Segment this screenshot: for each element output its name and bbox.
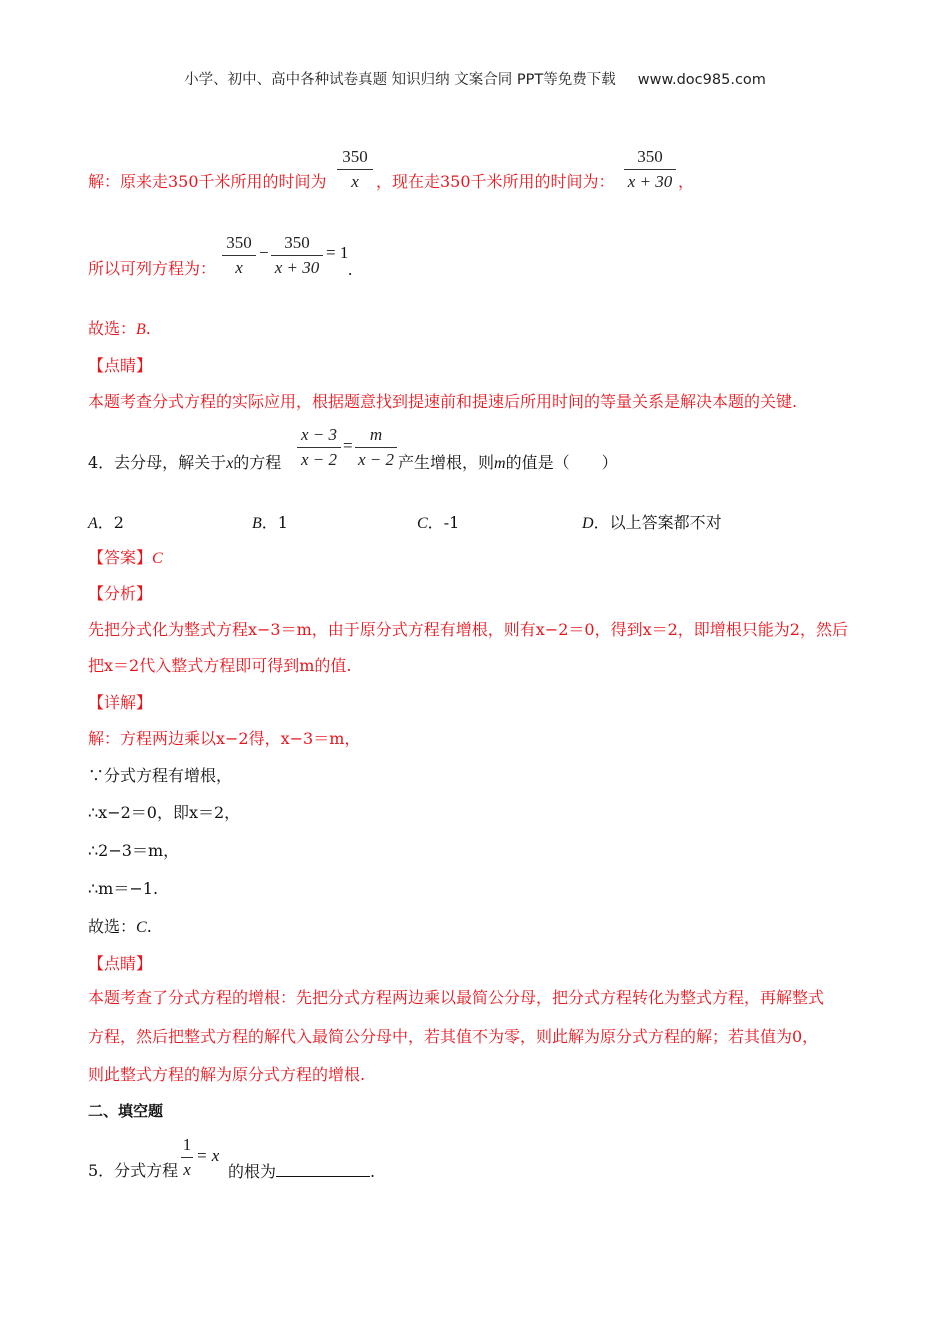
option-text: 以上答案都不对 [609, 513, 722, 532]
option-letter: B [252, 515, 262, 532]
analysis-line-1: 先把分式化为整式方程x−3＝m，由于原分式方程有增根，则有x−2＝0，得到x＝2，即增根只能为2，然后 [88, 620, 848, 639]
answer-label: 【答案】 [88, 548, 153, 567]
fraction-denominator: x − 2 [300, 450, 338, 469]
fraction-denominator: x − 2 [357, 450, 395, 469]
final-letter: C [136, 919, 147, 936]
q5-suffix: 的根为 [228, 1162, 277, 1181]
solution-text-b: ，现在走350千米所用的时间为： [376, 172, 615, 191]
fraction-denominator: x + 30 [627, 172, 673, 191]
fraction-bar [181, 1157, 193, 1158]
q5-rhs: = x [196, 1146, 220, 1165]
fraction-bar [271, 255, 323, 256]
detail-line-3: ∴x−2＝0，即x＝2， [88, 803, 241, 822]
option-letter: A [88, 515, 98, 532]
equation-period: . [348, 260, 353, 279]
dianjing-text-q3: 本题考查分式方程的实际应用，根据题意找到提速前和提速后所用时间的等量关系是解决本题的关键. [88, 392, 798, 411]
q4-var-x: x [226, 455, 234, 472]
detail-line-2: ∵分式方程有增根， [88, 766, 233, 785]
option-b: B．1 [252, 513, 288, 532]
solution-line-1-end: ， [678, 172, 695, 191]
fraction-bar [355, 447, 397, 448]
q5-fraction [181, 1134, 193, 1181]
fraction-denominator: x [351, 172, 359, 191]
dianjing-line-3: 则此整式方程的解为原分式方程的增根. [88, 1065, 366, 1084]
analysis-line-2: 把x＝2代入整式方程即可得到m的值. [88, 656, 352, 675]
fraction-denominator: x + 30 [274, 258, 320, 277]
equation-fraction-2 [271, 232, 323, 279]
question-4-prefix [88, 452, 281, 475]
q5-end: . [370, 1162, 376, 1181]
option-a: A．2 [88, 513, 124, 532]
fraction-bar [624, 169, 676, 170]
option-letter: D [582, 515, 594, 532]
q4-suffix-b: 的值是（ ） [505, 453, 618, 472]
solution-line-1 [88, 171, 327, 193]
header-text: 小学、初中、高中各种试卷真题 知识归纳 文案合同 PPT等免费下载 [184, 72, 616, 88]
answer-prefix: 故选： [88, 319, 137, 338]
fraction-denominator: x [235, 258, 243, 277]
fraction-numerator: x − 3 [300, 425, 338, 444]
minus-sign: − [259, 243, 269, 262]
fraction-numerator: 350 [226, 233, 252, 252]
equation-intro: 所以可列方程为： [88, 259, 217, 278]
answer-line-q3 [88, 318, 151, 341]
equation-rhs: = 1 [326, 243, 349, 262]
answer-line-q4 [88, 547, 163, 570]
solution-text-a: 解：原来走350千米所用的时间为 [88, 172, 327, 191]
q4-equals: = [343, 436, 353, 455]
option-letter: C [417, 515, 428, 532]
fraction-numerator: 350 [284, 233, 310, 252]
dianjing-label-q3: 【点睛】 [88, 356, 153, 375]
option-c: C．-1 [417, 513, 460, 532]
dianjing-line-1: 本题考查了分式方程的增根：先把分式方程两边乘以最简公分母，把分式方程转化为整式方程，再解整式 [88, 988, 825, 1007]
q4-prefix: 4．去分母，解关于 [88, 453, 227, 472]
equation-fraction-1 [222, 232, 256, 279]
question-4-suffix [398, 452, 618, 475]
question-5-suffix [228, 1160, 375, 1183]
option-text: 2 [113, 513, 124, 532]
section-title: 二、填空题 [88, 1102, 164, 1120]
q4-var-m: m [494, 455, 506, 472]
answer-letter: C [152, 550, 163, 567]
answer-blank[interactable] [276, 1160, 370, 1177]
dianjing-line-2: 方程，然后把整式方程的解代入最简公分母中，若其值不为零，则此解为原分式方程的解；若其值为0， [88, 1027, 819, 1046]
fraction-bar [297, 447, 341, 448]
option-text: 1 [277, 513, 288, 532]
page-header [0, 68, 950, 89]
fraction-bar [337, 169, 373, 170]
fraction-numerator: 350 [342, 147, 368, 166]
detail-line-4: ∴2−3＝m， [88, 841, 180, 860]
analysis-label: 【分析】 [88, 584, 153, 603]
answer-end: . [145, 319, 151, 338]
fraction-numerator: 350 [637, 147, 663, 166]
fraction-denominator: x [183, 1160, 191, 1179]
final-answer-q4 [88, 916, 152, 939]
question-5-prefix: 5．分式方程 [88, 1161, 179, 1180]
header-url: www.doc985.com [637, 72, 766, 88]
option-text: -1 [443, 513, 460, 532]
final-end: . [146, 917, 152, 936]
fraction-350-over-x-plus-30 [624, 146, 676, 193]
fraction-numerator: m [369, 425, 383, 444]
fraction-bar [222, 255, 256, 256]
q4-fraction-right [355, 424, 397, 471]
dianjing-label-q4: 【点睛】 [88, 954, 153, 973]
fraction-350-over-x [337, 146, 373, 193]
q4-fraction-left [297, 424, 341, 471]
detail-label: 【详解】 [88, 693, 153, 712]
q4-suffix-a: 产生增根，则 [398, 453, 495, 472]
final-prefix: 故选： [88, 917, 137, 936]
detail-line-5: ∴m＝−1. [88, 879, 159, 898]
answer-letter: B [136, 321, 146, 338]
q4-mid: 的方程 [233, 453, 282, 472]
fraction-numerator: 1 [182, 1135, 192, 1154]
option-d: D．以上答案都不对 [582, 513, 722, 532]
detail-line-1: 解：方程两边乘以x−2得，x−3＝m， [88, 729, 361, 748]
